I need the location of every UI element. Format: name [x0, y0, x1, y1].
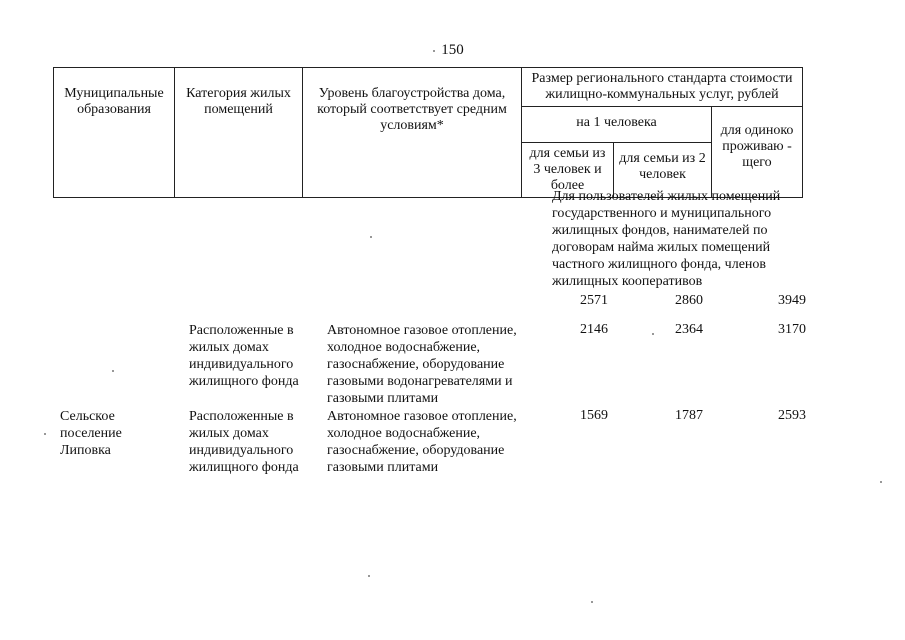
value-cell: 1787 — [675, 408, 703, 423]
value-cell: 3170 — [778, 322, 806, 337]
header-table — [53, 67, 803, 198]
row-level: Автономное газовое отопление, холодное водоснабжение, газоснабжение, оборудование газовыми водонагревателями и газовыми плитами — [327, 323, 517, 406]
value-cell: 3949 — [778, 293, 806, 308]
scan-speck — [652, 333, 654, 335]
value-cell: 2860 — [675, 293, 703, 308]
header-single: для одиноко проживаю - щего — [712, 107, 803, 198]
header-municipal: Муниципальные образования — [54, 68, 175, 198]
header-family2: для семьи из 2 человек — [614, 143, 712, 198]
scan-speck — [591, 601, 593, 603]
scan-speck — [370, 236, 372, 238]
row-category: Расположенные в жилых домах индивидуального жилищного фонда — [189, 323, 299, 389]
page-number: 150 — [441, 42, 464, 58]
header-per-person: на 1 человека — [522, 107, 712, 143]
header-level: Уровень благоустройства дома, который соответствует средним условиям* — [303, 68, 522, 198]
header-category: Категория жилых помещений — [175, 68, 303, 198]
scan-speck — [880, 481, 882, 483]
value-cell: 2571 — [580, 293, 608, 308]
value-cell: 2593 — [778, 408, 806, 423]
scan-speck — [368, 575, 370, 577]
value-cell: 2146 — [580, 322, 608, 337]
header-family3: для семьи из 3 человек и более — [522, 143, 614, 198]
value-cell: 1569 — [580, 408, 608, 423]
scan-speck — [44, 433, 46, 435]
header-standard-size: Размер регионального стандарта стоимости жилищно-коммунальных услуг, рублей — [522, 68, 803, 107]
row-municipality: Сельское поселение Липовка — [60, 409, 122, 458]
scan-speck — [433, 50, 435, 52]
row-level: Автономное газовое отопление, холодное водоснабжение, газоснабжение, оборудование газовыми плитами — [327, 409, 517, 475]
row-category: Расположенные в жилых домах индивидуального жилищного фонда — [189, 409, 299, 475]
scan-speck — [112, 370, 114, 372]
section-note: Для пользователей жилых помещений государственного и муниципального жилищных фондов, нанимателей по договорам найма жилых помещений частного жилищного фонда, членов жилищных кооперативов — [552, 189, 781, 289]
value-cell: 2364 — [675, 322, 703, 337]
